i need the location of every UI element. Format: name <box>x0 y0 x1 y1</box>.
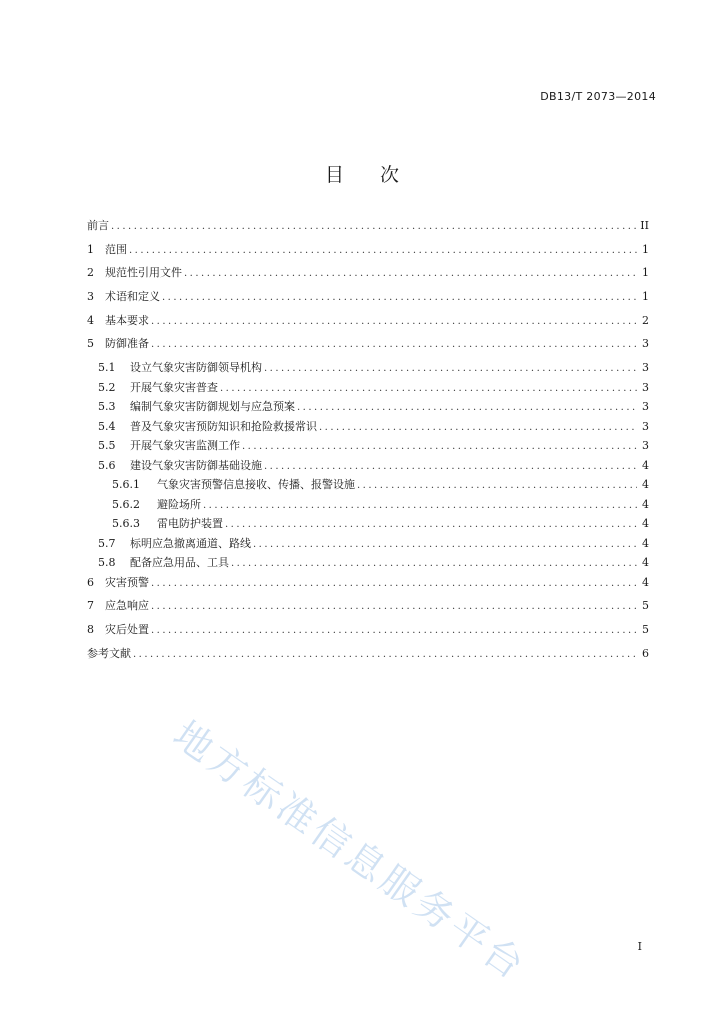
toc-entry-label: 开展气象灾害普查 <box>130 380 218 394</box>
toc-leader-dots <box>184 267 637 281</box>
toc-entry-page: 4 <box>642 575 649 589</box>
toc-entry-label: 气象灾害预警信息接收、传播、报警设施 <box>157 478 355 492</box>
toc-leader-dots <box>111 220 637 234</box>
toc-entry-number: 5.6.1 <box>112 478 140 492</box>
toc-entry[interactable] <box>87 556 649 576</box>
toc-entry[interactable] <box>87 337 649 361</box>
toc-entry[interactable] <box>87 219 649 243</box>
toc-entry-number: 5.2 <box>98 380 116 394</box>
toc-entry[interactable] <box>87 498 649 518</box>
toc-entry-label: 灾后处置 <box>105 623 149 636</box>
toc-entry-number: 5.3 <box>98 400 116 414</box>
table-of-contents <box>87 219 649 670</box>
toc-entry-number: 5.5 <box>98 439 116 453</box>
toc-leader-dots <box>151 624 637 638</box>
toc-entry-number: 5.6.3 <box>112 517 140 531</box>
toc-leader-dots <box>220 382 637 396</box>
toc-entry-number: 6 <box>87 575 94 589</box>
toc-entry[interactable] <box>87 420 649 440</box>
toc-leader-dots <box>203 499 637 513</box>
toc-leader-dots <box>242 440 637 454</box>
toc-entry-page: 3 <box>642 337 649 351</box>
toc-leader-dots <box>357 479 637 493</box>
toc-leader-dots <box>129 244 637 258</box>
toc-entry-page: 3 <box>642 419 649 433</box>
toc-entry[interactable] <box>87 647 649 671</box>
toc-entry-page: 4 <box>642 458 649 472</box>
toc-entry-label: 设立气象灾害防御领导机构 <box>130 361 262 375</box>
toc-entry-label: 避险场所 <box>157 497 201 511</box>
toc-entry-page: 4 <box>642 497 649 511</box>
toc-leader-dots <box>151 338 637 352</box>
toc-leader-dots <box>151 315 637 329</box>
toc-entry-number: 2 <box>87 266 94 280</box>
toc-entry[interactable] <box>87 599 649 623</box>
toc-leader-dots <box>253 538 637 552</box>
toc-entry-label: 配备应急用品、工具 <box>130 556 229 570</box>
toc-entry[interactable] <box>87 439 649 459</box>
toc-entry-label: 标明应急撤离通道、路线 <box>130 536 251 550</box>
toc-entry-page: 1 <box>642 266 649 280</box>
toc-entry-number: 5.1 <box>98 361 116 375</box>
toc-entry-page: 3 <box>642 380 649 394</box>
page-title <box>0 160 724 187</box>
watermark-text: 地方标准信息服务平台 <box>165 712 535 990</box>
toc-entry-label: 灾害预警 <box>105 575 149 589</box>
toc-entry-page: 3 <box>642 361 649 375</box>
toc-entry[interactable] <box>87 517 649 537</box>
toc-entry-page: 3 <box>642 439 649 453</box>
toc-leader-dots <box>225 518 637 532</box>
toc-entry-label: 术语和定义 <box>105 290 160 304</box>
toc-entry-page: 6 <box>642 646 649 660</box>
toc-entry[interactable] <box>87 623 649 647</box>
toc-entry-label: 防御准备 <box>105 337 149 351</box>
toc-entry-label: 规范性引用文件 <box>105 266 182 280</box>
toc-leader-dots <box>297 401 637 415</box>
document-code: DB13/T 2073—2014 <box>540 90 656 103</box>
toc-entry-page: 4 <box>642 517 649 531</box>
toc-entry[interactable] <box>87 478 649 498</box>
toc-entry-label: 参考文献 <box>87 646 131 660</box>
toc-entry-page: 1 <box>642 290 649 304</box>
toc-entry[interactable] <box>87 400 649 420</box>
toc-entry-label: 编制气象灾害防御规划与应急预案 <box>130 400 295 414</box>
toc-entry-number: 3 <box>87 290 94 304</box>
toc-entry[interactable] <box>87 290 649 314</box>
toc-entry-label: 范围 <box>105 242 127 256</box>
toc-entry-label: 应急响应 <box>105 599 149 613</box>
toc-entry-label: 普及气象灾害预防知识和抢险救援常识 <box>130 419 317 433</box>
toc-leader-dots <box>231 557 637 571</box>
toc-entry-label: 开展气象灾害监测工作 <box>130 439 240 453</box>
toc-entry-label: 雷电防护装置 <box>157 517 223 531</box>
toc-leader-dots <box>264 460 637 474</box>
toc-entry[interactable] <box>87 314 649 338</box>
toc-entry[interactable] <box>87 459 649 479</box>
toc-entry[interactable] <box>87 576 649 600</box>
toc-entry-number: 5.6 <box>98 458 116 472</box>
toc-entry-page: II <box>640 219 649 232</box>
toc-entry[interactable] <box>87 361 649 381</box>
toc-entry-number: 5.8 <box>98 556 116 570</box>
toc-entry-number: 5.6.2 <box>112 497 140 511</box>
page-number: I <box>637 940 642 953</box>
toc-entry-number: 5 <box>87 337 94 351</box>
toc-entry-page: 4 <box>642 478 649 492</box>
toc-entry-number: 5.4 <box>98 419 116 433</box>
toc-entry-page: 1 <box>642 242 649 256</box>
toc-entry-label: 建设气象灾害防御基础设施 <box>130 458 262 472</box>
toc-entry-label: 基本要求 <box>105 313 149 327</box>
toc-leader-dots <box>319 421 637 435</box>
toc-leader-dots <box>162 291 637 305</box>
toc-entry[interactable] <box>87 266 649 290</box>
toc-entry-page: 2 <box>642 313 649 327</box>
toc-leader-dots <box>151 577 637 591</box>
title-char-1: 目 <box>324 164 344 186</box>
toc-entry-page: 5 <box>642 623 649 636</box>
toc-entry-number: 5.7 <box>98 536 116 550</box>
toc-entry-number: 8 <box>87 623 94 636</box>
toc-entry-page: 4 <box>642 536 649 550</box>
toc-entry[interactable] <box>87 243 649 267</box>
toc-leader-dots <box>151 600 637 614</box>
title-char-2: 次 <box>380 164 400 186</box>
toc-entry-number: 4 <box>87 313 94 327</box>
toc-leader-dots <box>133 648 637 662</box>
toc-entry-page: 5 <box>642 599 649 613</box>
toc-entry-page: 3 <box>642 400 649 414</box>
toc-entry-page: 4 <box>642 556 649 570</box>
toc-entry[interactable] <box>87 537 649 557</box>
toc-entry-label: 前言 <box>87 219 109 232</box>
toc-leader-dots <box>264 362 637 376</box>
toc-entry[interactable] <box>87 381 649 401</box>
toc-entry-number: 1 <box>87 242 94 256</box>
toc-entry-number: 7 <box>87 599 94 613</box>
